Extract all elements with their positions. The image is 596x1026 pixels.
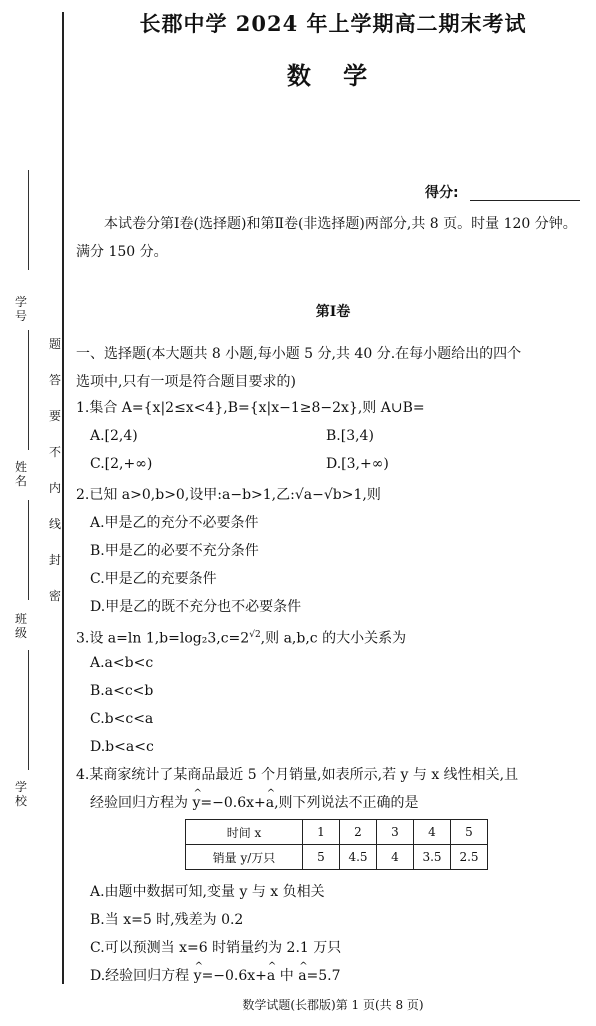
seal-char: 线 [48,517,61,531]
name-line [28,330,29,450]
class-line [28,500,29,600]
instructions-line: 一、选择题(本大题共 8 小题,每小题 5 分,共 40 分.在每小题给出的四个 [76,346,522,362]
q4-a-hat: ^ a [266,789,274,817]
q3-option-d: D.b<a<c [90,739,154,755]
exam-title: 长郡中学 2024 年上学期高二期末考试 [139,11,527,36]
q1-option-a: A.[2,4) [90,428,138,444]
seal-char: 密 [48,589,61,603]
class-label: 班 级 [14,612,27,641]
q1-option-c: C.[2,+∞) [90,456,153,472]
table-cell: 1 [303,820,340,845]
exam-intro: 本试卷分第Ⅰ卷(选择题)和第Ⅱ卷(非选择题)两部分,共 8 页。时量 120 分钟。满分 150 分。 [76,216,577,260]
q4-d-a-hat: ^ a [267,962,275,990]
q2-stem-post: >1,则 [341,487,381,503]
q1-stem: 1.集合 A={x|2≤x<4},B={x|x−1≥8−2x},则 A∪B= [76,400,425,416]
q3-option-a: A.a<b<c [90,655,154,671]
table-cell: 3.5 [414,845,451,870]
seal-char: 内 [48,481,61,495]
table-cell: 2 [340,820,377,845]
q2-option-c: C.甲是乙的充要条件 [90,571,217,587]
seal-char: 要 [48,409,61,423]
seal-char: 不 [48,445,61,459]
table-cell: 4 [414,820,451,845]
q2-minus: − [312,487,324,503]
q2-option-d: D.甲是乙的既不充分也不必要条件 [90,599,302,615]
table-cell: 3 [377,820,414,845]
table-header-cell: 销量 y/万只 [186,845,303,870]
q1-option-b: B.[3,4) [326,428,374,444]
q4-option-a: A.由题中数据可知,变量 y 与 x 负相关 [90,884,325,900]
q3-option-b: B.a<c<b [90,683,154,699]
table-cell: 4 [377,845,414,870]
q3-option-c: C.b<c<a [90,711,154,727]
sales-table [185,819,488,870]
school-line [28,650,29,770]
q4-d-mid2: 中 [275,968,299,984]
table-header-cell: 时间 x [186,820,303,845]
q3-stem [76,621,406,653]
q4-d-a2-hat: ^ a [298,962,306,990]
student-no-line [28,170,29,270]
q4-line2-pre: 经验回归方程为 [90,795,193,811]
seal-char: 封 [48,553,61,567]
q4-option-b: B.当 x=5 时,残差为 0.2 [90,912,244,928]
q2-option-b: B.甲是乙的必要不充分条件 [90,543,259,559]
q4-y-hat: ^ y [192,789,200,817]
score-blank-line [470,200,580,201]
table-cell: 5 [303,845,340,870]
section-title: 第Ⅰ卷 [315,304,351,320]
q3-stem-post: ,则 a,b,c 的大小关系为 [260,630,407,647]
q4-d-mid: =−0.6x+ [201,968,267,984]
section-instructions [76,340,521,396]
instructions-line: 选项中,只有一项是符合题目要求的) [76,374,296,390]
binding-line [62,12,64,984]
q2-option-a: A.甲是乙的充分不必要条件 [90,515,259,531]
q3-exponent: √2 [249,630,261,640]
q4-d-post: =5.7 [306,968,341,984]
q2-stem-pre: 2.已知 a>0,b>0,设甲:a−b>1,乙: [76,487,295,503]
q4-option-c: C.可以预测当 x=6 时销量约为 2.1 万只 [90,940,342,956]
table-row [186,845,488,870]
q4-stem-line1: 4.某商家统计了某商品最近 5 个月销量,如表所示,若 y 与 x 线性相关,且 [76,767,519,783]
table-cell: 4.5 [340,845,377,870]
table-cell: 2.5 [451,845,488,870]
seal-line-text [48,338,62,626]
q4-line2-mid: =−0.6x+ [200,795,266,811]
school-label: 学 校 [14,780,27,809]
table-row [186,820,488,845]
table-cell: 5 [451,820,488,845]
seal-char: 题 [48,337,61,351]
q4-d-y-hat: ^ y [194,962,202,990]
q4-stem-line2 [90,789,419,817]
q2-stem [76,481,381,509]
seal-char: 答 [48,373,61,387]
subject-title: 数 学 [286,61,380,90]
page-footer: 数学试题(长郡版)第 1 页(共 8 页) [242,998,424,1012]
score-label: 得分: [425,185,459,201]
q4-d-pre: D.经验回归方程 [90,968,194,984]
q2-sqrt-a: √a [294,487,313,503]
q2-sqrt-b: √b [323,487,342,503]
name-label: 姓 名 [14,460,27,489]
q3-stem-pre: 3.设 a=ln 1,b=log₂3,c=2 [76,630,250,647]
student-no-label: 学 号 [14,295,27,324]
q4-line2-post: ,则下列说法不正确的是 [274,795,419,811]
q1-option-d: D.[3,+∞) [326,456,389,472]
q4-option-d [90,962,341,990]
